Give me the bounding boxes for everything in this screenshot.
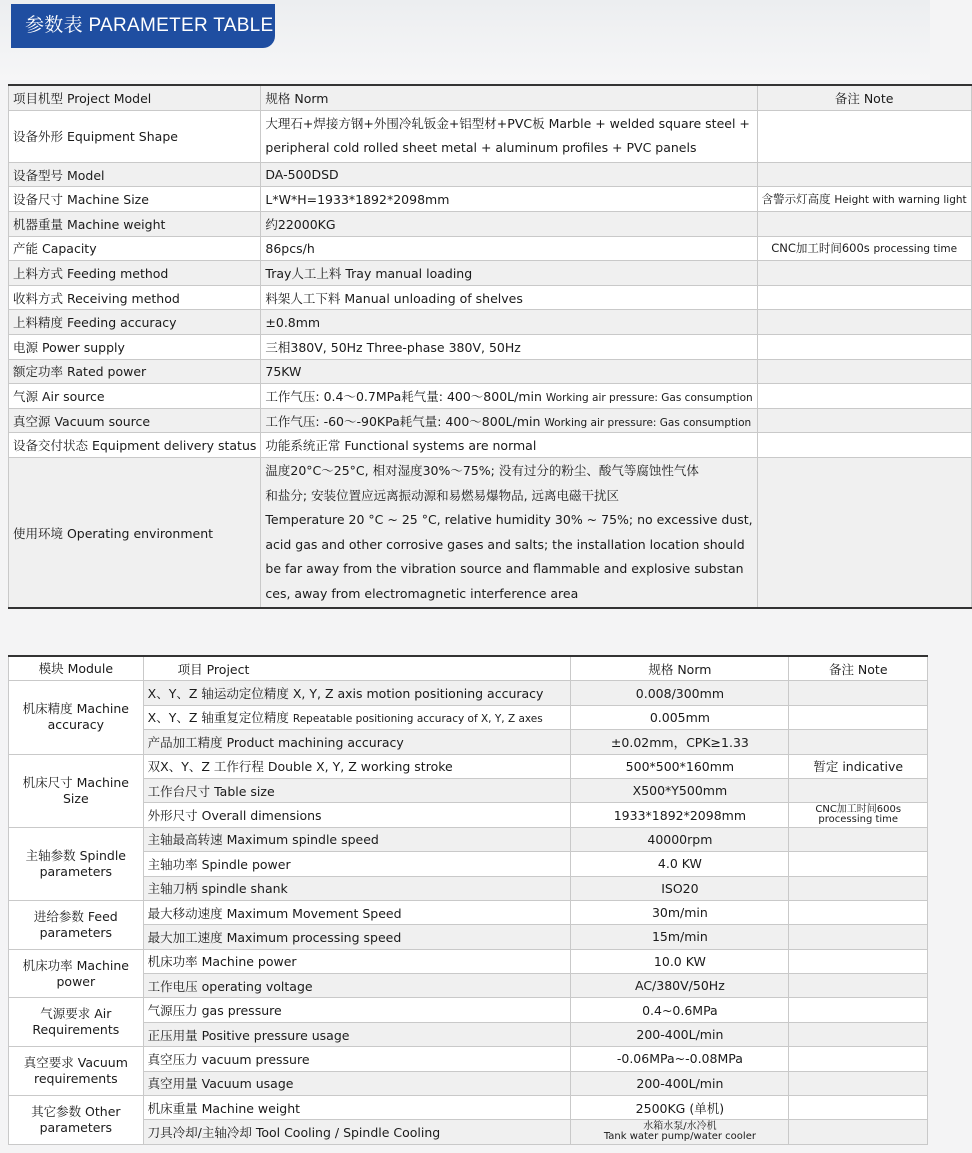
table-row [9,949,928,973]
table-row [9,974,928,998]
norm-cell: 0.005mm [571,705,789,729]
norm-cell: 1933*1892*2098mm [571,803,789,827]
module-cell: 主轴参数 Spindle parameters [9,827,144,900]
table-row [9,778,928,802]
norm-cell: 料架人工下料 Manual unloading of shelves [261,285,757,310]
note-cell [789,900,928,924]
note-cell [789,1096,928,1120]
cell-text: Repeatable positioning accuracy of X, Y, Z axes [292,713,543,726]
note-cell [789,852,928,876]
header-norm: 规格 Norm [571,656,789,681]
norm-line: ces, away from electromagnetic interference area [265,585,579,601]
note-cell [789,998,928,1022]
project-cell: 真空用量 Vacuum usage [143,1071,571,1095]
item-cell: 气源 Air source [9,384,261,409]
norm-cell: 15m/min [571,925,789,949]
cell-text: processing time [873,243,958,256]
note-cell [757,285,971,310]
project-cell: 主轴最高转速 Maximum spindle speed [143,827,571,851]
norm-cell [261,408,757,433]
note-cell [789,925,928,949]
norm-cell: AC/380V/50Hz [571,974,789,998]
table-row [9,754,928,778]
norm-line: 温度20°C～25°C, 相对湿度30%～75%; 没有过分的粉尘、酸气等腐蚀性气体 [265,462,699,478]
norm-cell: 75KW [261,359,757,384]
table-row [9,85,972,110]
norm-line: acid gas and other corrosive gases and salts; the installation location should [265,536,745,552]
module-cell: 机床尺寸 Machine Size [9,754,144,827]
table-row [9,236,972,261]
module-cell: 真空要求 Vacuum requirements [9,1047,144,1096]
table-row [9,162,972,187]
norm-cell: 200-400L/min [571,1071,789,1095]
item-cell: 上料方式 Feeding method [9,261,261,286]
table-row [9,681,928,705]
norm-cell [571,1120,789,1144]
project-cell [143,705,571,729]
note-cell [757,261,971,286]
norm-cell: ±0.8mm [261,310,757,335]
header-project: 项目 Project [143,656,571,681]
table-row [9,998,928,1022]
cell-text: 含警示灯高度 [761,192,831,207]
note-cell [757,408,971,433]
norm-cell: 4.0 KW [571,852,789,876]
project-cell: X、Y、Z 轴运动定位精度 X, Y, Z axis motion positioning accuracy [143,681,571,705]
norm-line: 水箱水泵/水冷机 [643,1121,717,1133]
table-row [9,925,928,949]
table-row [9,334,972,359]
norm-cell [261,110,757,162]
table-row [9,457,972,608]
note-cell [789,1071,928,1095]
note-cell [789,1120,928,1144]
project-cell: 双X、Y、Z 工作行程 Double X, Y, Z working stroke [143,754,571,778]
note-cell: 备注 Note [757,85,971,110]
norm-cell: 2500KG (单机) [571,1096,789,1120]
norm-line: Temperature 20 °C ~ 25 °C, relative humidity 30% ~ 75%; no excessive dust, [265,512,753,528]
norm-cell [261,457,757,608]
table-row [9,852,928,876]
table-row [9,310,972,335]
norm-cell: 规格 Norm [261,85,757,110]
norm-cell: 40000rpm [571,827,789,851]
table-row [9,187,972,212]
norm-cell: ±0.02mm，CPK≥1.33 [571,730,789,754]
parameter-table [8,84,972,609]
note-cell [757,310,971,335]
module-cell: 进给参数 Feed parameters [9,900,144,949]
table-row [9,900,928,924]
norm-line: Tank water pump/water cooler [603,1131,756,1143]
item-cell: 电源 Power supply [9,334,261,359]
cell-text: 工作气压: 0.4～0.7MPa耗气量: 400～800L/min [265,388,542,404]
note-cell [789,1047,928,1071]
note-cell [757,433,971,458]
norm-line: peripheral cold rolled sheet metal + aluminum profiles + PVC panels [265,140,697,156]
note-cell [789,803,928,827]
item-cell: 收料方式 Receiving method [9,285,261,310]
norm-cell: 0.4~0.6MPa [571,998,789,1022]
norm-line: 和盐分; 安装位置应远离振动源和易燃易爆物品, 远离电磁干扰区 [265,487,620,503]
norm-cell: DA-500DSD [261,162,757,187]
table-row [9,730,928,754]
cell-text: CNC加工时间600s [771,241,870,256]
table-row [9,1071,928,1095]
module-cell: 其它参数 Other parameters [9,1096,144,1145]
norm-line: 大理石+焊接方钢+外围冷轧钣金+铝型材+PVC板 Marble + welded square steel + [265,115,750,131]
item-cell: 使用环境 Operating environment [9,457,261,608]
page-title: 参数表 PARAMETER TABLE [11,4,275,48]
table-header-row [9,656,928,681]
note-cell [789,730,928,754]
project-cell: 机床功率 Machine power [143,949,571,973]
norm-cell: 10.0 KW [571,949,789,973]
note-cell [757,162,971,187]
project-cell: 工作电压 operating voltage [143,974,571,998]
note-cell [757,110,971,162]
norm-cell: -0.06MPa~-0.08MPa [571,1047,789,1071]
table-row [9,408,972,433]
project-cell: 产品加工精度 Product machining accuracy [143,730,571,754]
item-cell: 真空源 Vacuum source [9,408,261,433]
note-line: processing time [818,814,899,826]
table-row [9,110,972,162]
project-cell: 主轴刀柄 spindle shank [143,876,571,900]
cell-text: Working air pressure: Gas consumption [544,416,752,429]
table-row [9,803,928,827]
note-cell [789,1022,928,1046]
norm-cell: 30m/min [571,900,789,924]
note-line: CNC加工时间600s [815,804,902,816]
project-cell: 刀具冷却/主轴冷却 Tool Cooling / Spindle Cooling [143,1120,571,1144]
norm-cell: 功能系统正常 Functional systems are normal [261,433,757,458]
note-cell [789,876,928,900]
module-cell: 气源要求 Air Requirements [9,998,144,1047]
table-row [9,433,972,458]
project-cell: 正压用量 Positive pressure usage [143,1022,571,1046]
project-cell: 工作台尺寸 Table size [143,778,571,802]
note-cell [757,384,971,409]
project-cell: 最大加工速度 Maximum processing speed [143,925,571,949]
module-cell: 机床功率 Machine power [9,949,144,998]
table-row [9,1096,928,1120]
table-row [9,1022,928,1046]
project-cell: 主轴功率 Spindle power [143,852,571,876]
table-row [9,1047,928,1071]
norm-cell: X500*Y500mm [571,778,789,802]
norm-cell: 86pcs/h [261,236,757,261]
norm-cell [261,384,757,409]
cell-text: Height with warning light [834,194,967,207]
note-cell [757,359,971,384]
project-cell: 气源压力 gas pressure [143,998,571,1022]
project-cell: 外形尺寸 Overall dimensions [143,803,571,827]
cell-text: X、Y、Z 轴重复定位精度 [147,710,289,726]
cell-text: Working air pressure: Gas consumption [545,391,753,404]
note-cell [757,334,971,359]
table-row [9,359,972,384]
note-cell [757,457,971,608]
norm-cell: 200-400L/min [571,1022,789,1046]
item-cell: 项目机型 Project Model [9,85,261,110]
module-cell: 机床精度 Machine accuracy [9,681,144,754]
norm-cell: 约22000KG [261,211,757,236]
item-cell: 产能 Capacity [9,236,261,261]
table-row [9,1120,928,1144]
table-row [9,876,928,900]
header-module: 模块 Module [9,656,144,681]
norm-line: be far away from the vibration source and flammable and explosive substan [265,561,744,577]
norm-cell: 500*500*160mm [571,754,789,778]
item-cell: 设备尺寸 Machine Size [9,187,261,212]
norm-cell: 三相380V, 50Hz Three-phase 380V, 50Hz [261,334,757,359]
cell-text: 工作气压: -60～-90KPa耗气量: 400～800L/min [265,413,541,429]
item-cell: 上料精度 Feeding accuracy [9,310,261,335]
note-cell [757,187,971,212]
norm-cell: 0.008/300mm [571,681,789,705]
item-cell: 额定功率 Rated power [9,359,261,384]
norm-cell: Tray人工上料 Tray manual loading [261,261,757,286]
norm-cell: L*W*H=1933*1892*2098mm [261,187,757,212]
note-cell [757,211,971,236]
table-row [9,705,928,729]
module-parameter-table [8,655,928,1145]
norm-cell: ISO20 [571,876,789,900]
table-row [9,384,972,409]
item-cell: 设备外形 Equipment Shape [9,110,261,162]
project-cell: 最大移动速度 Maximum Movement Speed [143,900,571,924]
note-cell: 暂定 indicative [789,754,928,778]
table-row [9,211,972,236]
table-row [9,285,972,310]
note-cell [789,705,928,729]
table-row [9,827,928,851]
table-row [9,261,972,286]
item-cell: 设备交付状态 Equipment delivery status [9,433,261,458]
note-cell [789,949,928,973]
note-cell [757,236,971,261]
item-cell: 机器重量 Machine weight [9,211,261,236]
project-cell: 真空压力 vacuum pressure [143,1047,571,1071]
project-cell: 机床重量 Machine weight [143,1096,571,1120]
item-cell: 设备型号 Model [9,162,261,187]
header-note: 备注 Note [789,656,928,681]
note-cell [789,827,928,851]
note-cell [789,681,928,705]
note-cell [789,778,928,802]
note-cell [789,974,928,998]
